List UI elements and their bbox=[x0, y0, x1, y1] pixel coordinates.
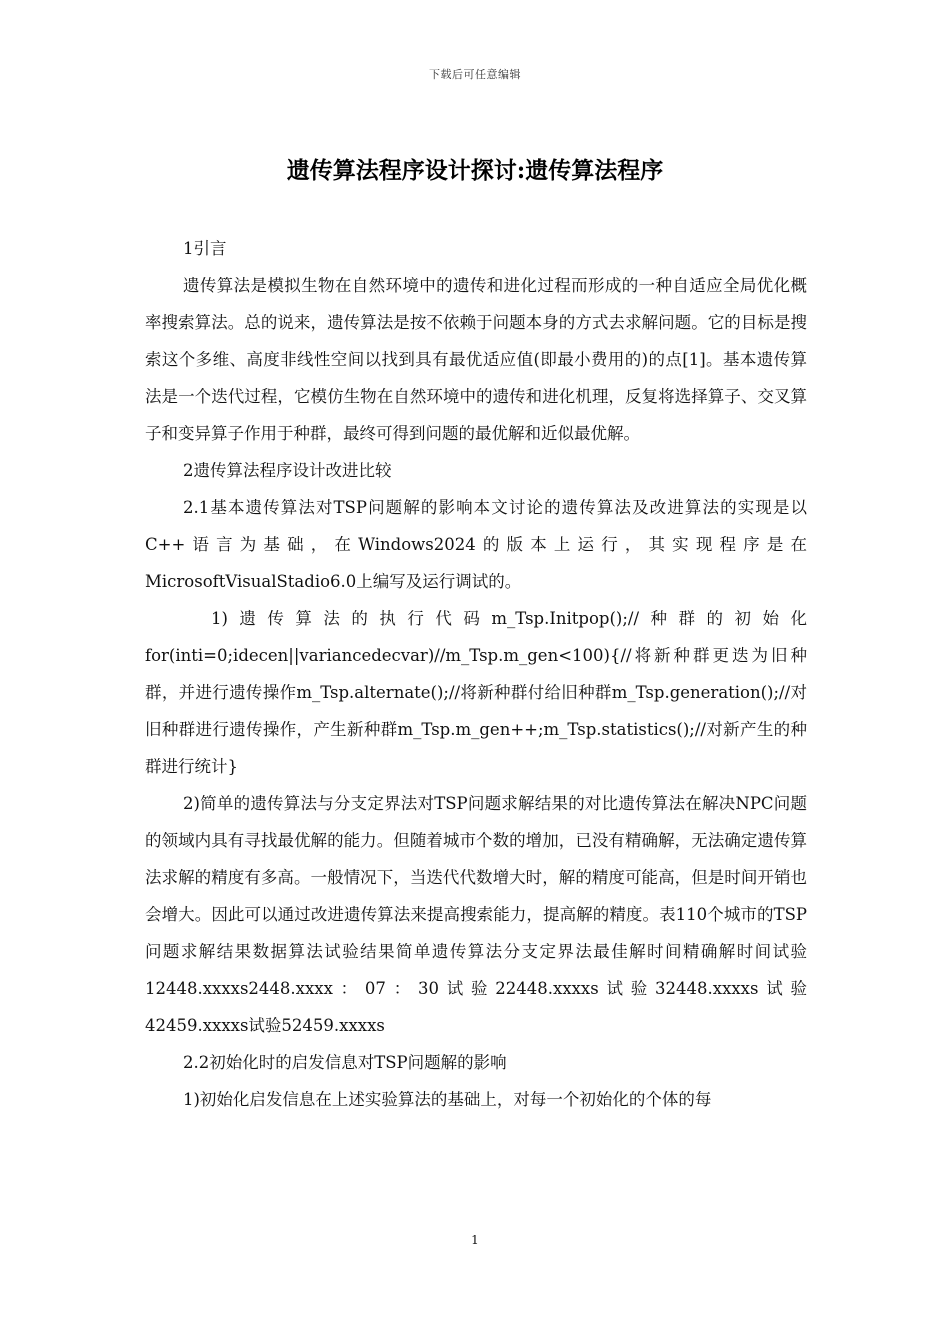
paragraph-section-2-1: 2.1基本遗传算法对TSP问题解的影响本文讨论的遗传算法及改进算法的实现是以C++语言为基础，在Windows2024的版本上运行，其实现程序是在MicrosoftVisualStadio6.0上编写及运行调试的。 bbox=[145, 498, 807, 591]
paragraph-code-listing: 1)遗传算法的执行代码m_Tsp.Initpop();//种群的初始化for(inti=0;idecen||variancedecvar)//m_Tsp.m_gen<100){//将新种群更迭为旧种群，并进行遗传操作m_Tsp.alternate();//将新种群付给旧种群m_Tsp.generation();//对旧种群进行遗传操作，产生新种群m_Tsp.m_gen++;m_Tsp.statistics();//对新产生的种群进行统计} bbox=[145, 609, 807, 776]
paragraph-heading-comparison: 2遗传算法程序设计改进比较 bbox=[183, 461, 392, 480]
paragraph-heading-intro: 1引言 bbox=[183, 239, 227, 258]
document-title: 遗传算法程序设计探讨:遗传算法程序 bbox=[286, 157, 664, 184]
page-number: 1 bbox=[471, 1233, 479, 1247]
paragraph-init-heuristic: 1)初始化启发信息在上述实验算法的基础上，对每一个初始化的个体的每 bbox=[183, 1090, 712, 1109]
paragraph-comparison-result: 2)简单的遗传算法与分支定界法对TSP问题求解结果的对比遗传算法在解决NPC问题的领域内具有寻找最优解的能力。但随着城市个数的增加，已没有精确解，无法确定遗传算法求解的精度有多高。一般情况下，当迭代代数增大时，解的精度可能高，但是时间开销也会增大。因此可以通过改进遗传算法来提高搜索能力，提高解的精度。表110个城市的TSP问题求解结果数据算法试验结果简单遗传算法分支定界法最佳解时间精确解时间试验12448.xxxxs2448.xxxx：07：30试验22448.xxxxs试验32448.xxxxs试验42459.xxxxs试验52459.xxxxs bbox=[145, 794, 807, 1035]
page-header-note: 下载后可任意编辑 bbox=[429, 68, 521, 81]
paragraph-heading-section-2-2: 2.2初始化时的启发信息对TSP问题解的影响 bbox=[183, 1053, 507, 1072]
document-body bbox=[145, 230, 807, 1118]
paragraph-intro-body: 遗传算法是模拟生物在自然环境中的遗传和进化过程而形成的一种自适应全局优化概率搜索算法。总的说来，遗传算法是按不依赖于问题本身的方式去求解问题。它的目标是搜索这个多维、高度非线性空间以找到具有最优适应值(即最小费用的)的点[1]。基本遗传算法是一个迭代过程，它模仿生物在自然环境中的遗传和进化机理，反复将选择算子、交叉算子和变异算子作用于种群，最终可得到问题的最优解和近似最优解。 bbox=[145, 276, 807, 443]
